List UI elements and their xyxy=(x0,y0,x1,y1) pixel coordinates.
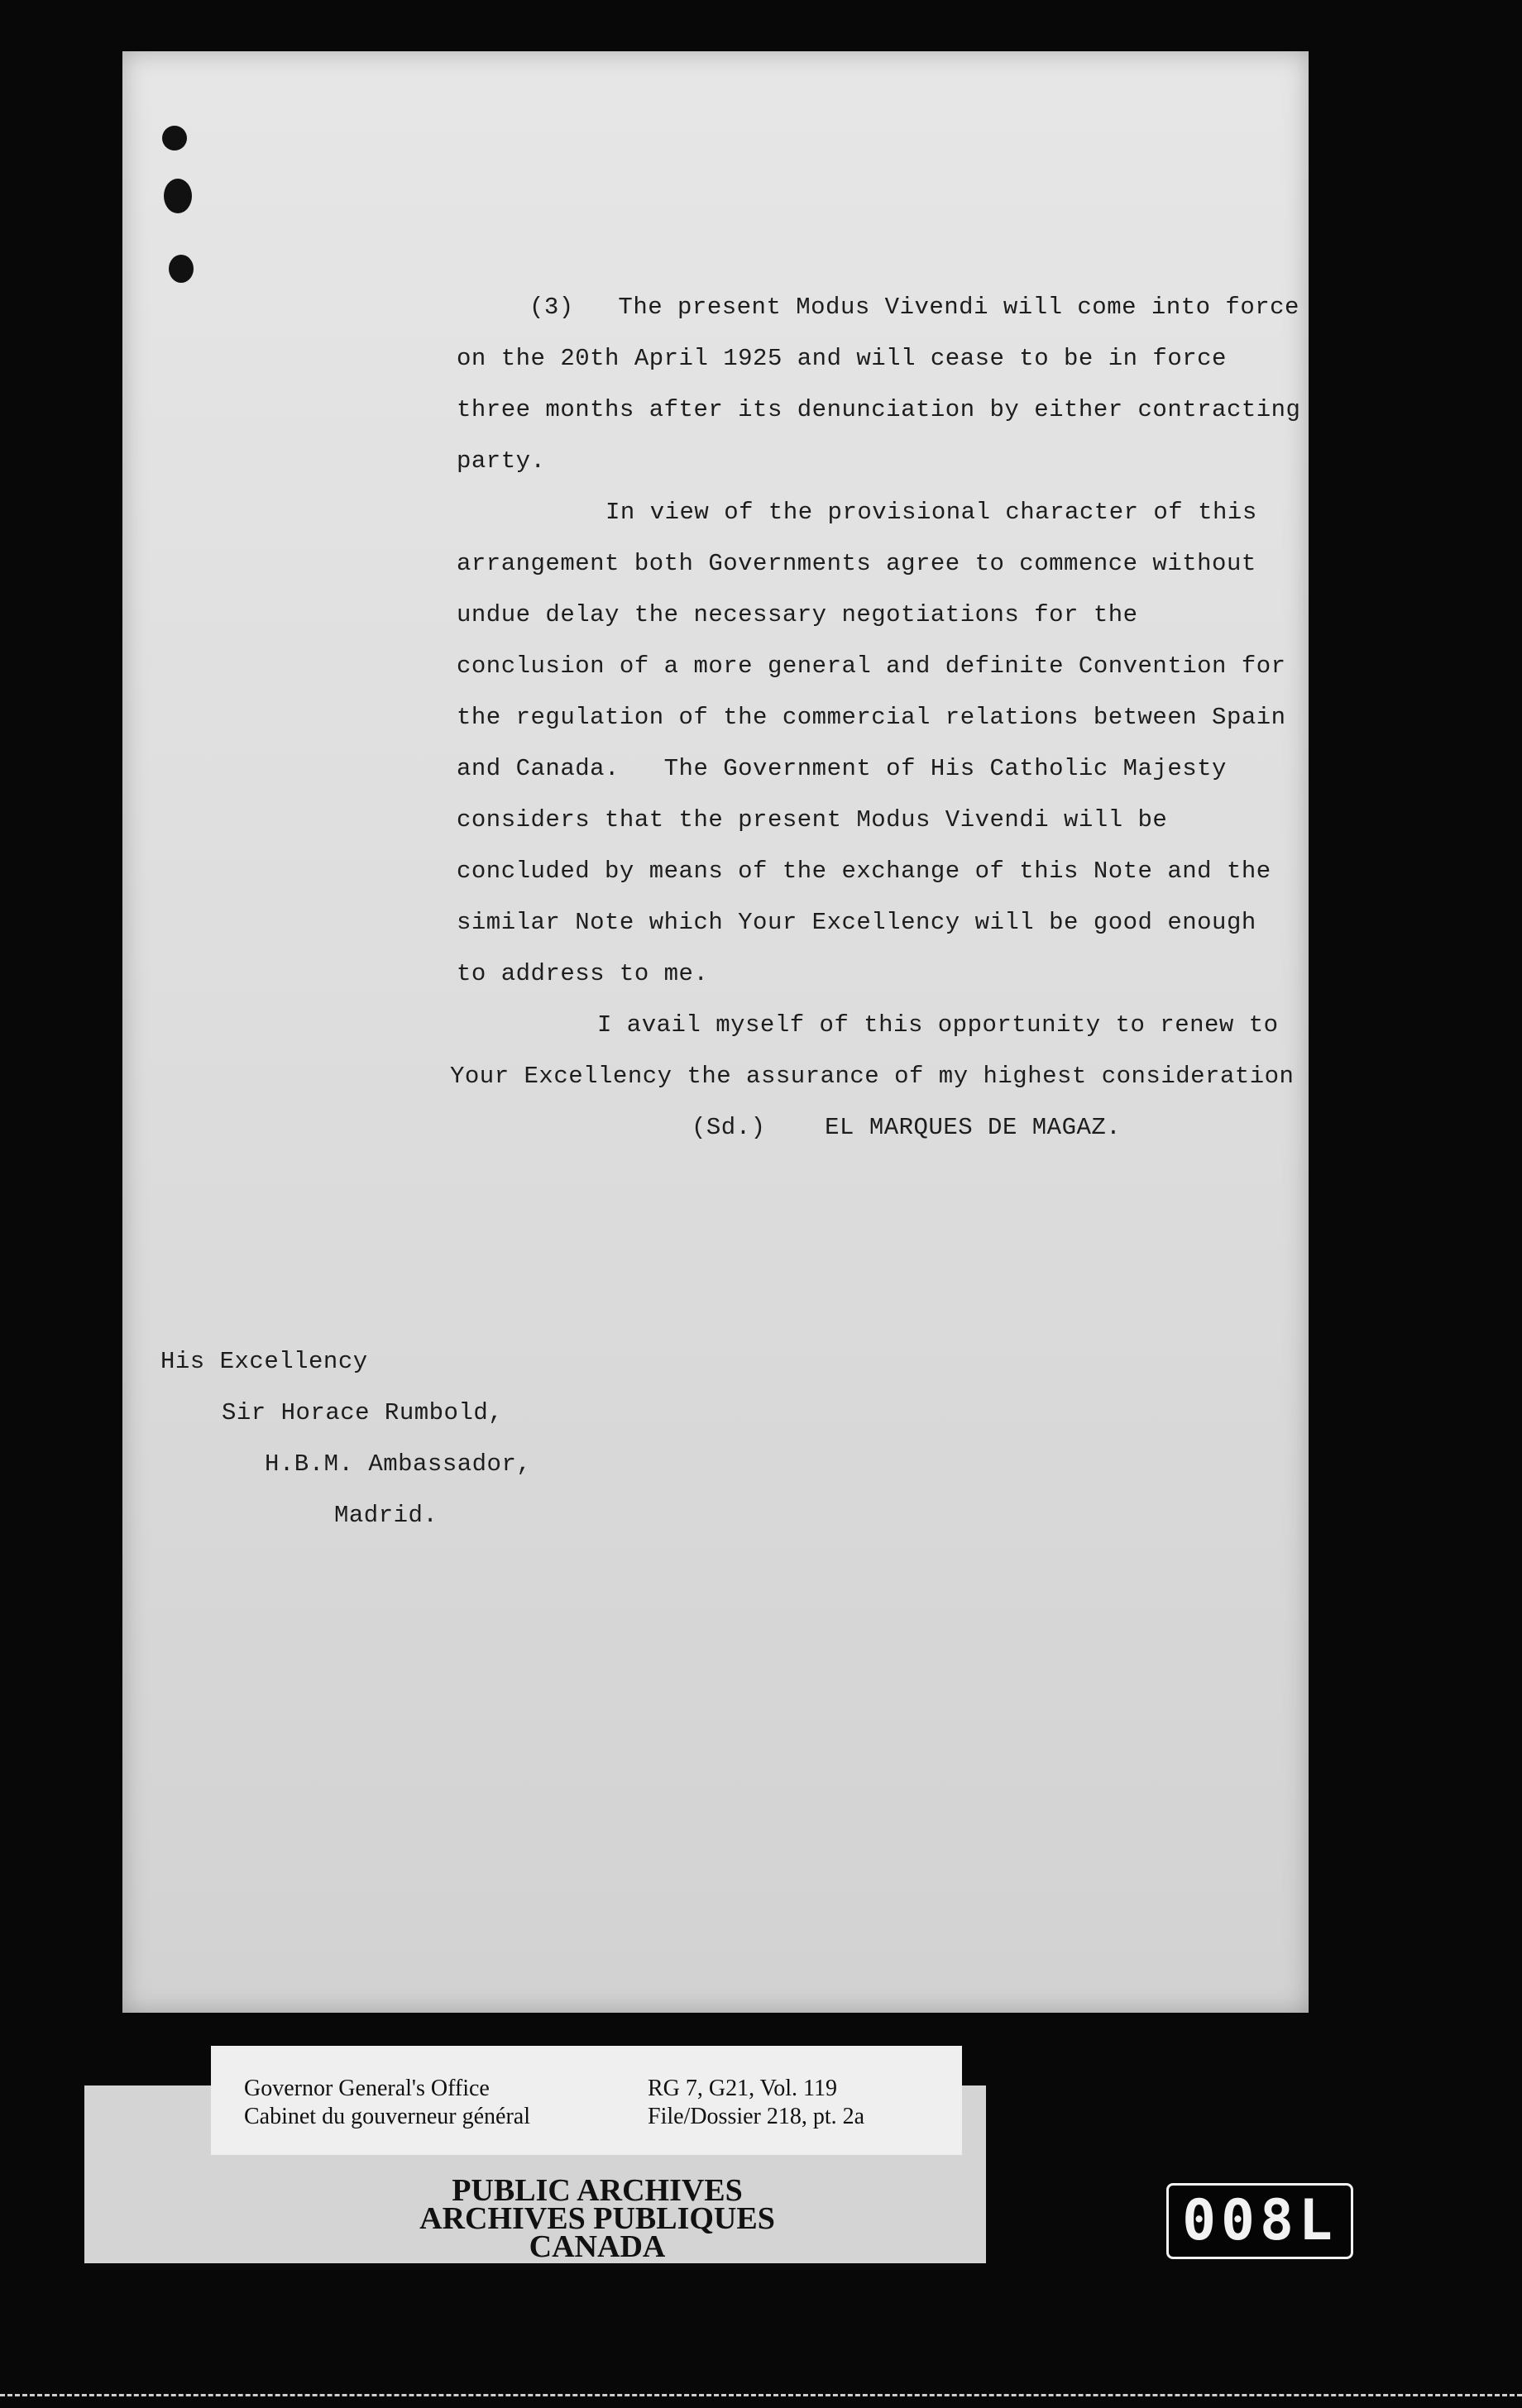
document-page xyxy=(122,51,1309,2013)
office-name-fr: Cabinet du gouverneur général xyxy=(244,2104,530,2129)
text-line: arrangement both Governments agree to commence without xyxy=(457,550,1256,577)
text-line: the regulation of the commercial relations between Spain xyxy=(457,704,1286,731)
text-line: conclusion of a more general and definite Convention for xyxy=(457,652,1286,680)
text-line: and Canada. The Government of His Catholic Majesty xyxy=(457,755,1227,782)
text-line: to address to me. xyxy=(457,960,709,987)
text-line: I avail myself of this opportunity to renew to xyxy=(597,1011,1279,1039)
address-line: His Excellency xyxy=(160,1348,368,1375)
text-line: In view of the provisional character of this xyxy=(605,499,1257,526)
archive-reference-card xyxy=(211,2046,962,2155)
text-line: undue delay the necessary negotiations for the xyxy=(457,601,1138,628)
record-group: RG 7, G21, Vol. 119 xyxy=(648,2076,837,2101)
text-line: similar Note which Your Excellency will be good enough xyxy=(457,909,1256,936)
address-line: Sir Horace Rumbold, xyxy=(222,1399,504,1426)
text-line: on the 20th April 1925 and will cease to be in force xyxy=(457,345,1227,372)
signature-line: (Sd.) EL MARQUES DE MAGAZ. xyxy=(692,1114,1122,1141)
punch-hole xyxy=(162,126,187,150)
address-line: Madrid. xyxy=(334,1502,438,1529)
archives-title-en: PUBLIC ARCHIVES xyxy=(452,2173,743,2208)
address-line: H.B.M. Ambassador, xyxy=(265,1450,532,1478)
punch-hole xyxy=(169,255,194,283)
punch-hole xyxy=(164,179,192,213)
text-line: party. xyxy=(457,447,546,475)
text-line: Your Excellency the assurance of my highest consideration xyxy=(450,1063,1295,1090)
text-line: considers that the present Modus Vivendi will be xyxy=(457,806,1168,834)
archives-title-fr: ARCHIVES PUBLIQUES xyxy=(419,2201,775,2236)
office-name-en: Governor General's Office xyxy=(244,2076,490,2101)
file-reference: File/Dossier 218, pt. 2a xyxy=(648,2104,865,2129)
text-line: concluded by means of the exchange of this Note and the xyxy=(457,858,1271,885)
text-line: (3) The present Modus Vivendi will come into force xyxy=(529,294,1299,321)
film-edge xyxy=(0,2394,1522,2396)
text-line: three months after its denunciation by either contracting xyxy=(457,396,1301,423)
archives-country: CANADA xyxy=(529,2229,666,2264)
frame-number: 008L xyxy=(1166,2183,1353,2259)
